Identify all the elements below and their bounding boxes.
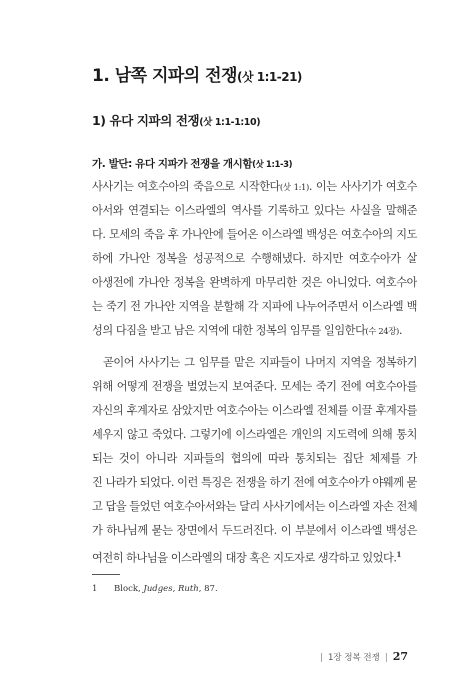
footnote-divider xyxy=(92,574,120,575)
text-line: 곧이어 사사기는 그 임무를 맡은 지파들이 나머지 지역을 정복하기 xyxy=(103,356,417,369)
footer-divider: | xyxy=(384,653,388,663)
footnote-marker: 1 xyxy=(396,550,401,559)
text-line xyxy=(92,321,417,341)
footnote-page: , 87. xyxy=(198,584,218,594)
text-line: 고 답을 들었던 여호수아서와는 달리 사사기에서는 이스라엘 자손 전체 xyxy=(92,500,417,513)
page-number: 27 xyxy=(392,650,408,663)
text-span: . xyxy=(398,324,402,337)
text-line: 는 죽기 전 가나안 지역을 분할해 각 지파에 나누어주면서 이스라엘 백 xyxy=(92,300,417,313)
minor-heading-scripture-ref: (삿 1:1-3) xyxy=(252,160,293,170)
subheading-scripture-ref: (삿 1:1-1:10) xyxy=(199,117,261,128)
text-line xyxy=(92,545,417,565)
footnote xyxy=(92,584,218,594)
text-line: 위해 어떻게 전쟁을 벌였는지 보여준다. 모세는 죽기 전에 여호수아를 xyxy=(92,380,417,393)
minor-heading xyxy=(92,156,292,171)
footnote-book-title: Judges, Ruth xyxy=(143,584,199,594)
text-span: 여전히 하나님을 이스라엘의 대장 혹은 지도자로 생각하고 있었다. xyxy=(92,551,397,565)
text-span: . 이는 사사기가 여호수 xyxy=(308,180,417,193)
text-line: 진 나라가 되었다. 이런 특징은 전쟁을 하기 전에 여호수아가 야웨께 묻 xyxy=(92,476,417,489)
text-line: 아생전에 가나안 정복을 완벽하게 마무리한 것은 아니었다. 여호수아 xyxy=(92,276,417,289)
page-footer xyxy=(315,650,408,663)
running-chapter-title: 1장 정복 전쟁 xyxy=(327,653,380,663)
footnote-author: Block, xyxy=(114,584,144,594)
heading-scripture-ref: (삿 1:1-21) xyxy=(237,70,302,84)
scripture-ref: (삿 1:1) xyxy=(279,183,309,193)
text-line: 세우지 않고 죽었다. 그렇기에 이스라엘은 개인의 지도력에 의해 통치 xyxy=(92,428,417,441)
text-span: 사사기는 여호수아의 죽음으로 시작한다 xyxy=(92,180,280,193)
text-line: 자신의 후계자로 삼았지만 여호수아는 이스라엘 전체를 이끌 후계자를 xyxy=(92,404,417,417)
scripture-ref: (수 24장) xyxy=(365,327,399,337)
footnote-number: 1 xyxy=(92,584,98,594)
subsection-heading xyxy=(92,111,260,129)
text-line: 가 하나님께 묻는 장면에서 두드러진다. 이 부분에서 이스라엘 백성은 xyxy=(92,524,417,537)
heading-text: 1. 남쪽 지파의 전쟁 xyxy=(92,66,237,86)
subheading-text: 1) 유다 지파의 전쟁 xyxy=(92,113,200,128)
footer-divider: | xyxy=(320,653,323,663)
text-line: 하에 가나안 정복을 성공적으로 수행해냈다. 하지만 여호수아가 살 xyxy=(92,252,417,265)
text-line: 다. 모세의 죽음 후 가나안에 들어온 이스라엘 백성은 여호수아의 지도 xyxy=(92,228,417,241)
minor-heading-text: 가. 발단: 유다 지파가 전쟁을 개시함 xyxy=(92,158,253,170)
text-line: 되는 것이 아니라 지파들의 협의에 따라 통치되는 집단 체제를 가 xyxy=(92,452,417,465)
text-line: 아서와 연결되는 이스라엘의 역사를 기록하고 있다는 사실을 말해준 xyxy=(92,204,417,217)
text-span: 성의 다짐을 받고 남은 지역에 대한 정복의 임무를 일임한다 xyxy=(92,324,366,337)
text-line xyxy=(92,177,417,197)
chapter-section-heading xyxy=(92,61,302,86)
